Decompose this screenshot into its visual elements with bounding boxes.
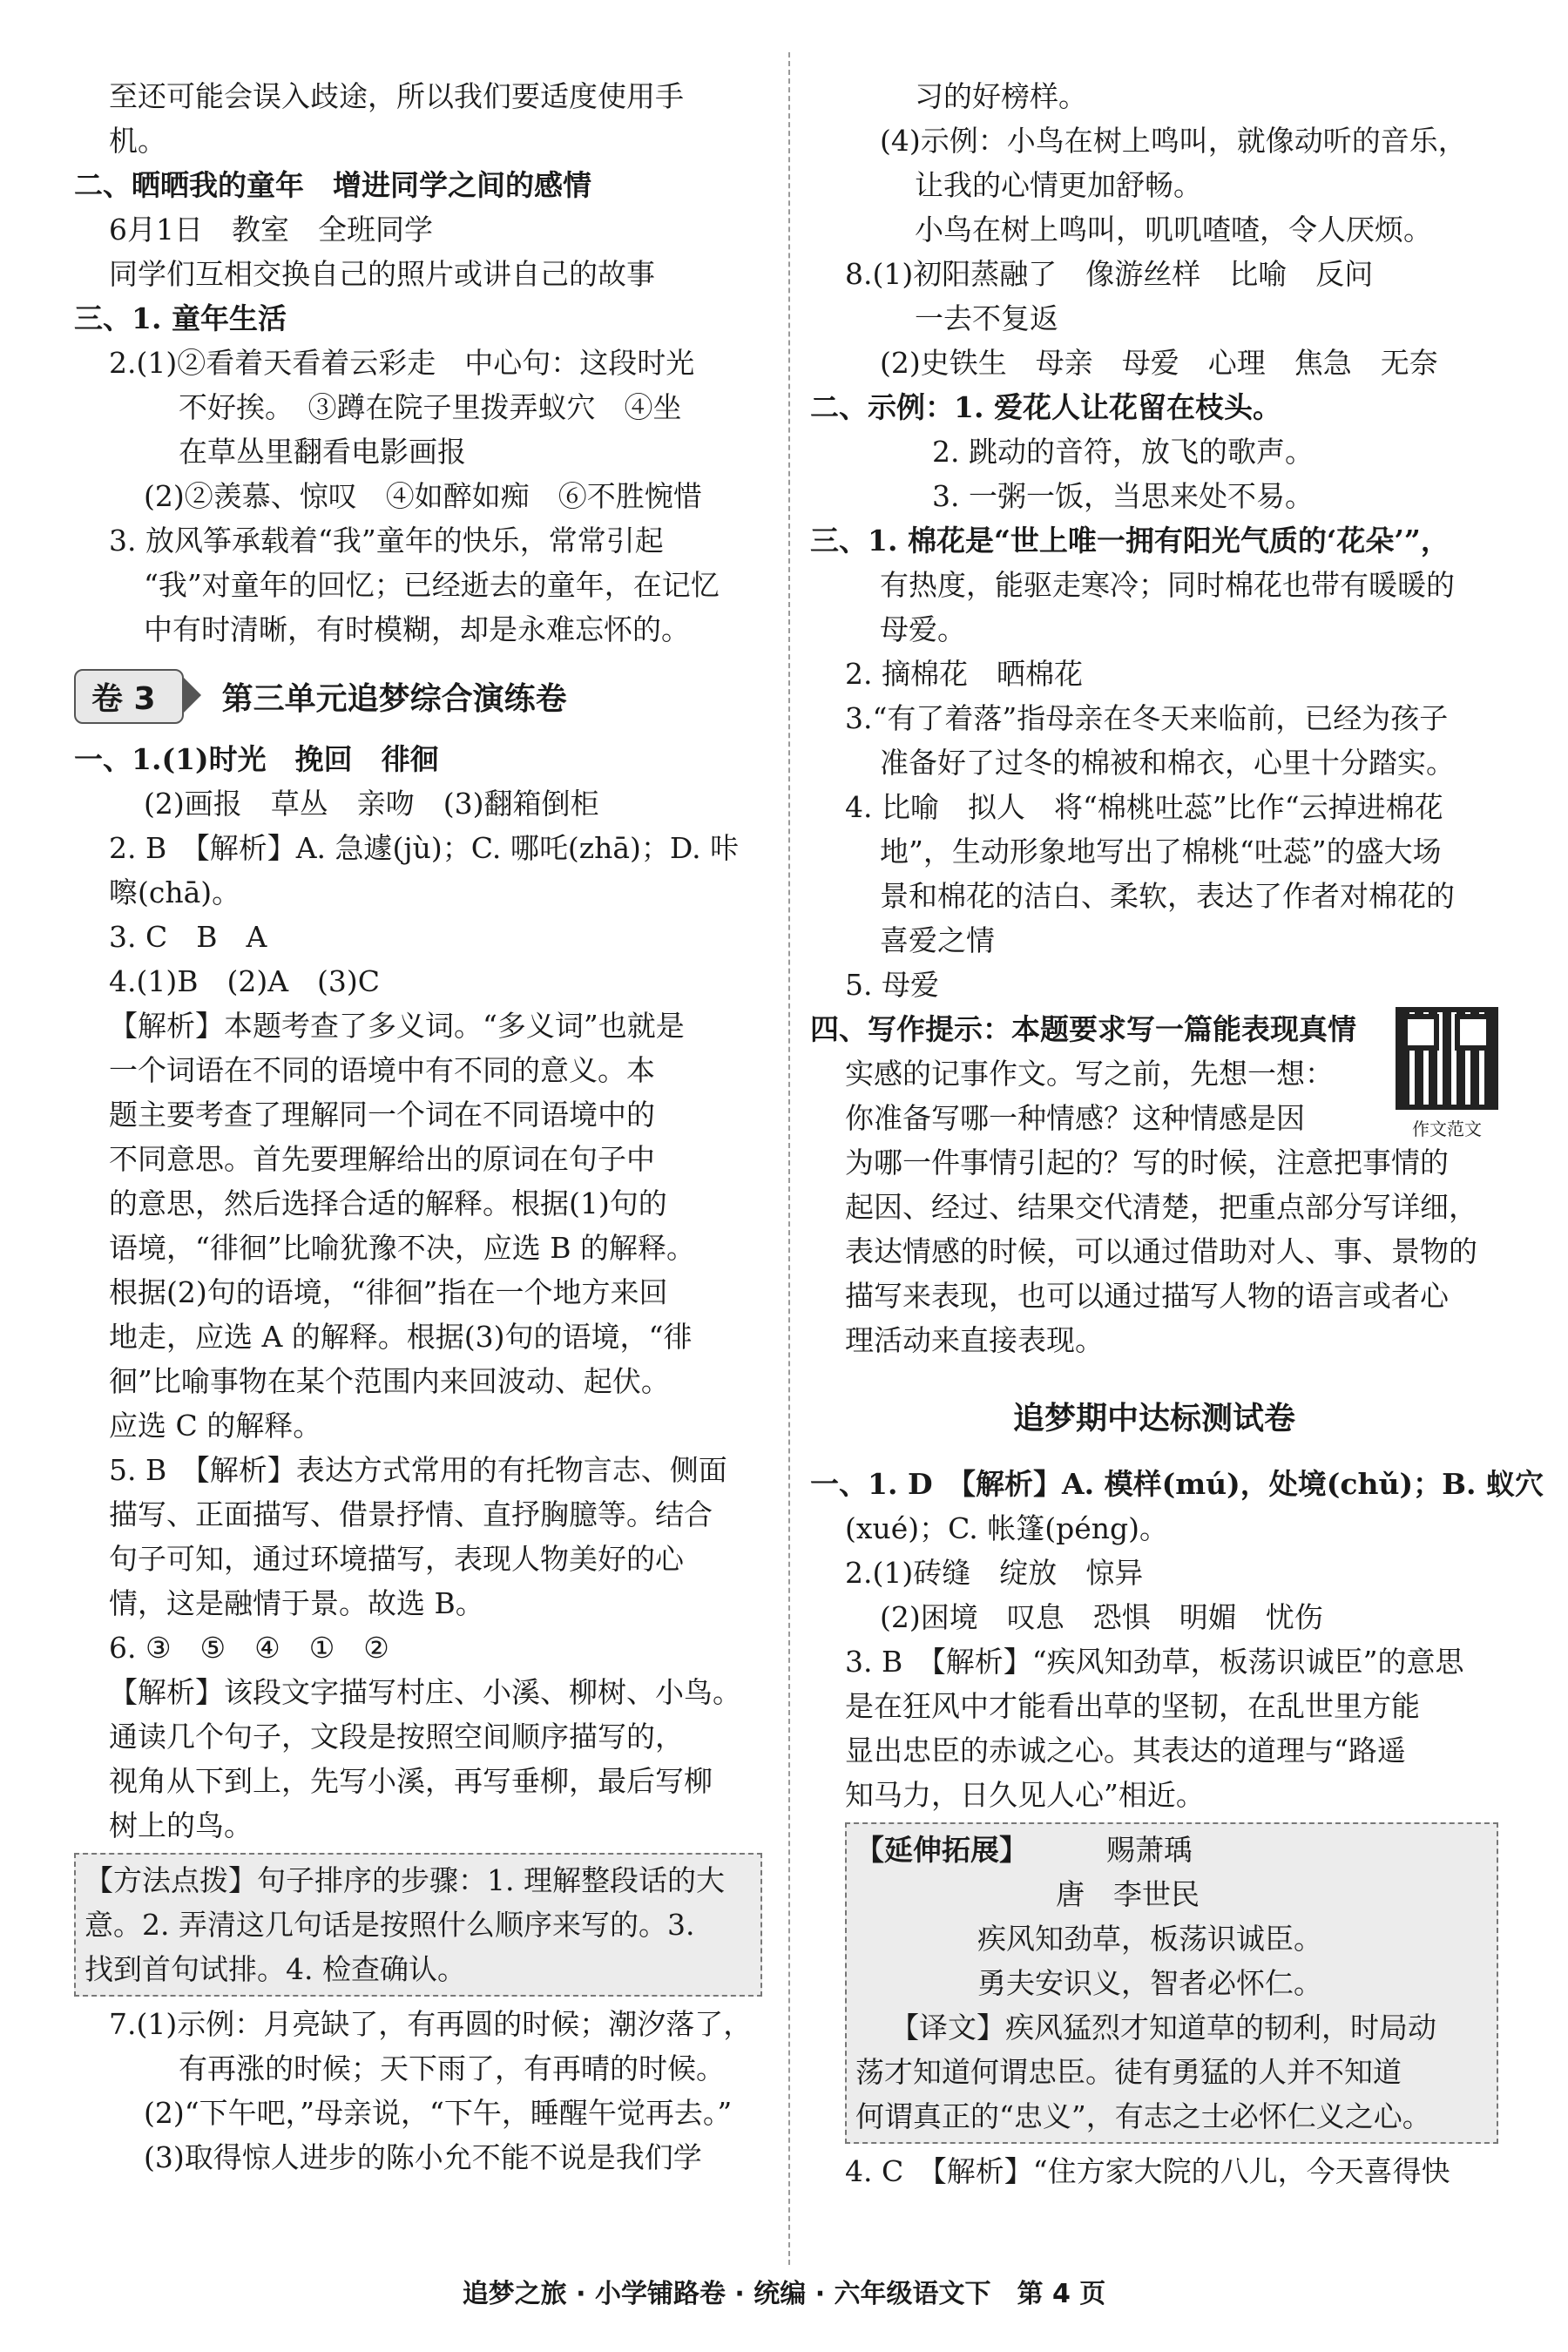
text-line: 5. B 【解析】表达方式常用的有托物言志、侧面 [109,1453,727,1487]
analysis-line: 【解析】该段文字描写村庄、小溪、柳树、小鸟。 [109,1675,741,1709]
text-line: 6. ③ ⑤ ④ ① ② [109,1631,389,1665]
section-heading: 四、写作提示：本题要求写一篇能表现真情 [810,1012,1356,1046]
text-line: 同学们互相交换自己的照片或讲自己的故事 [109,257,655,291]
analysis-line: 一个词语在不同的语境中有不同的意义。本 [109,1053,655,1087]
text-line: 至还可能会误入歧途，所以我们要适度使用手 [109,79,684,113]
text-line: 中有时清晰，有时模糊，却是永难忘怀的。 [144,612,690,646]
unit-title: 第三单元追梦综合演练卷 [221,680,567,717]
text-line: 景和棉花的洁白、柔软，表达了作者对棉花的 [880,879,1455,913]
analysis-line: 徊”比喻事物在某个范围内来回波动、起伏。 [109,1364,670,1398]
text-line: 4. C 【解析】“住方家大院的八儿，今天喜得快 [845,2154,1450,2188]
text-line: 句子可知，通过环境描写，表现人物美好的心 [109,1542,684,1576]
text-line: 3. 放风筝承载着“我”童年的快乐，常常引起 [109,524,664,558]
section-heading: 一、1. D 【解析】A. 模样(mú)，处境(chǔ)；B. 蚁穴 [810,1467,1544,1501]
translation-line: 【译文】疾风猛烈才知道草的韧利，时局动 [890,2011,1436,2044]
text-line: 有再涨的时候；天下雨了，有再晴的时候。 [179,2051,725,2085]
text-line: (2)史铁生 母亲 母爱 心理 焦急 无奈 [880,346,1438,380]
writing-tip-block [810,1007,1498,1362]
text-line: 母爱。 [880,612,966,646]
text-line: 5. 母爱 [845,968,939,1002]
midterm-title: 追梦期中达标测试卷 [1012,1401,1295,1436]
analysis-line: 通读几个句子，文段是按照空间顺序描写的， [109,1720,684,1754]
text-line: 4. 比喻 拟人 将“棉桃吐蕊”比作“云掉进棉花 [845,790,1443,824]
section-heading: 三、1. 棉花是“世上唯一拥有阳光气质的‘花朵’”， [810,524,1450,558]
text-line: 4.(1)B (2)A (3)C [109,964,381,998]
text-line: (2)困境 叹息 恐惧 明媚 忧伤 [880,1600,1323,1634]
text-line: (2)“下午吧，”母亲说，“下午，睡醒午觉再去。” [144,2096,733,2130]
extension-label: 【延伸拓展】 [855,1833,1028,1867]
poem-line: 疾风知劲草，板荡识诚臣。 [977,1922,1322,1956]
method-tip-box [74,1853,762,1997]
text-line: “我”对童年的回忆；已经逝去的童年，在记忆 [144,568,720,602]
left-column [74,74,762,2180]
text-line: 为哪一件事情引起的？写的时候，注意把事情的 [845,1146,1449,1179]
text-line: 喜爱之情 [880,923,995,957]
analysis-line: 树上的鸟。 [109,1808,253,1842]
text-line: (2)画报 草丛 亲吻 (3)翻箱倒柜 [144,787,599,821]
poem-author: 唐 李世民 [1056,1877,1200,1911]
analysis-line: 语境，“徘徊”比喻犹豫不决，应选 B 的解释。 [109,1231,695,1265]
unit-tag: 卷 3 [74,669,184,724]
section-heading: 二、示例：1. 爱花人让花留在枝头。 [810,390,1281,424]
text-line: 8.(1)初阳蒸融了 像游丝样 比喻 反问 [845,257,1374,291]
poem-title: 赐萧瑀 [1106,1833,1193,1867]
text-line: 有热度，能驱走寒冷；同时棉花也带有暖暖的 [880,568,1455,602]
qr-label: 作文范文 [1412,1119,1482,1139]
text-line: 2. B 【解析】A. 急遽(jù)；C. 哪吒(zhā)；D. 咔 [109,831,740,865]
text-line: (2)②羡慕、惊叹 ④如醉如痴 ⑥不胜惋惜 [144,479,702,513]
text-line: 知马力，日久见人心”相近。 [845,1778,1205,1812]
text-line: 7.(1)示例：月亮缺了，有再圆的时候；潮汐落了， [109,2007,753,2041]
text-line: 2. 摘棉花 晒棉花 [845,657,1083,691]
text-line: (xué)；C. 帐篷(péng)。 [845,1511,1168,1545]
text-line: 理活动来直接表现。 [845,1323,1104,1357]
text-line: 情，这是融情于景。故选 B。 [109,1586,484,1620]
text-line: (3)取得惊人进步的陈小允不能不说是我们学 [144,2140,702,2174]
text-line: 2. 跳动的音符，放飞的歌声。 [932,435,1314,469]
text-line: 起因、经过、结果交代清楚，把重点部分写详细， [845,1190,1477,1224]
text-line: 地”，生动形象地写出了棉桃“吐蕊”的盛大场 [880,835,1442,868]
text-line: (4)示例：小鸟在树上鸣叫，就像动听的音乐， [880,124,1467,158]
tip-line: 意。2. 弄清这几句话是按照什么顺序来写的。3. [84,1908,695,1942]
page-footer: 追梦之旅 · 小学铺路卷 · 统编 · 六年级语文下 第 4 页 [462,2279,1106,2309]
section-heading: 三、1. 童年生活 [74,301,287,335]
text-line: 2.(1)砖缝 绽放 惊异 [845,1556,1144,1590]
text-line: 你准备写哪一种情感？这种情感是因 [845,1101,1305,1135]
tip-line: 找到首句试排。4. 检查确认。 [84,1952,466,1986]
analysis-line: 根据(2)句的语境，“徘徊”指在一个地方来回 [109,1275,668,1309]
text-line: 2.(1)②看着天看着云彩走 中心句：这段时光 [109,346,695,380]
text-line: 不好挨。 ③蹲在院子里拨弄蚁穴 ④坐 [179,390,682,424]
analysis-line: 的意思，然后选择合适的解释。根据(1)句的 [109,1186,667,1220]
text-line: 小鸟在树上鸣叫，叽叽喳喳，令人厌烦。 [915,213,1432,247]
text-line: 实感的记事作文。写之前，先想一想： [845,1057,1334,1091]
text-line: 表达情感的时候，可以通过借助对人、事、景物的 [845,1234,1477,1268]
text-line: 3.“有了着落”指母亲在冬天来临前，已经为孩子 [845,701,1449,735]
analysis-line: 不同意思。首先要理解给出的原词在句子中 [109,1142,655,1176]
text-line: 3. B 【解析】“疾风知劲草，板荡识诚臣”的意思 [845,1645,1464,1679]
text-line: 机。 [109,124,166,158]
text-line: 6月1日 教室 全班同学 [109,213,433,247]
text-line: 在草丛里翻看电影画报 [179,435,466,469]
right-column [810,74,1544,2193]
extension-header [855,1828,1488,1872]
poem-line: 勇夫安识义，智者必怀仁。 [977,1966,1322,2000]
translation-line: 何谓真正的“忠义”，有志之士必怀仁义之心。 [855,2099,1431,2133]
text-line: 描写、正面描写、借景抒情、直抒胸臆等。结合 [109,1497,713,1531]
analysis-line: 地走，应选 A 的解释。根据(3)句的语境，“徘 [109,1320,693,1354]
qr-code-icon[interactable] [1396,1007,1498,1110]
column-divider [788,52,790,2265]
text-line: 嚓(chā)。 [109,875,241,909]
tip-line: 【方法点拨】句子排序的步骤：1. 理解整段话的大 [84,1863,725,1897]
analysis-line: 视角从下到上，先写小溪，再写垂柳，最后写柳 [109,1764,713,1798]
text-line: 3. 一粥一饭，当思来处不易。 [932,479,1314,513]
section-heading: 一、1.(1)时光 挽回 徘徊 [74,742,439,776]
text-line: 3. C B A [109,920,267,954]
text-line: 让我的心情更加舒畅。 [915,168,1202,202]
text-line: 描写来表现，也可以通过描写人物的语言或者心 [845,1279,1449,1313]
text-line: 显出忠臣的赤诚之心。其表达的道理与“路遥 [845,1734,1406,1767]
unit-header [74,667,762,725]
translation-line: 荡才知道何谓忠臣。徒有勇猛的人并不知道 [855,2055,1402,2089]
extension-box [845,1822,1498,2144]
analysis-line: 【解析】本题考查了多义词。“多义词”也就是 [109,1009,685,1043]
text-line: 是在狂风中才能看出草的坚韧，在乱世里方能 [845,1689,1420,1723]
text-line: 一去不复返 [915,301,1058,335]
text-line: 准备好了过冬的棉被和棉衣，心里十分踏实。 [880,746,1455,780]
section-heading: 二、晒晒我的童年 增进同学之间的感情 [74,168,591,202]
analysis-line: 题主要考查了理解同一个词在不同语境中的 [109,1098,655,1132]
text-line: 习的好榜样。 [915,79,1087,113]
analysis-line: 应选 C 的解释。 [109,1409,322,1443]
